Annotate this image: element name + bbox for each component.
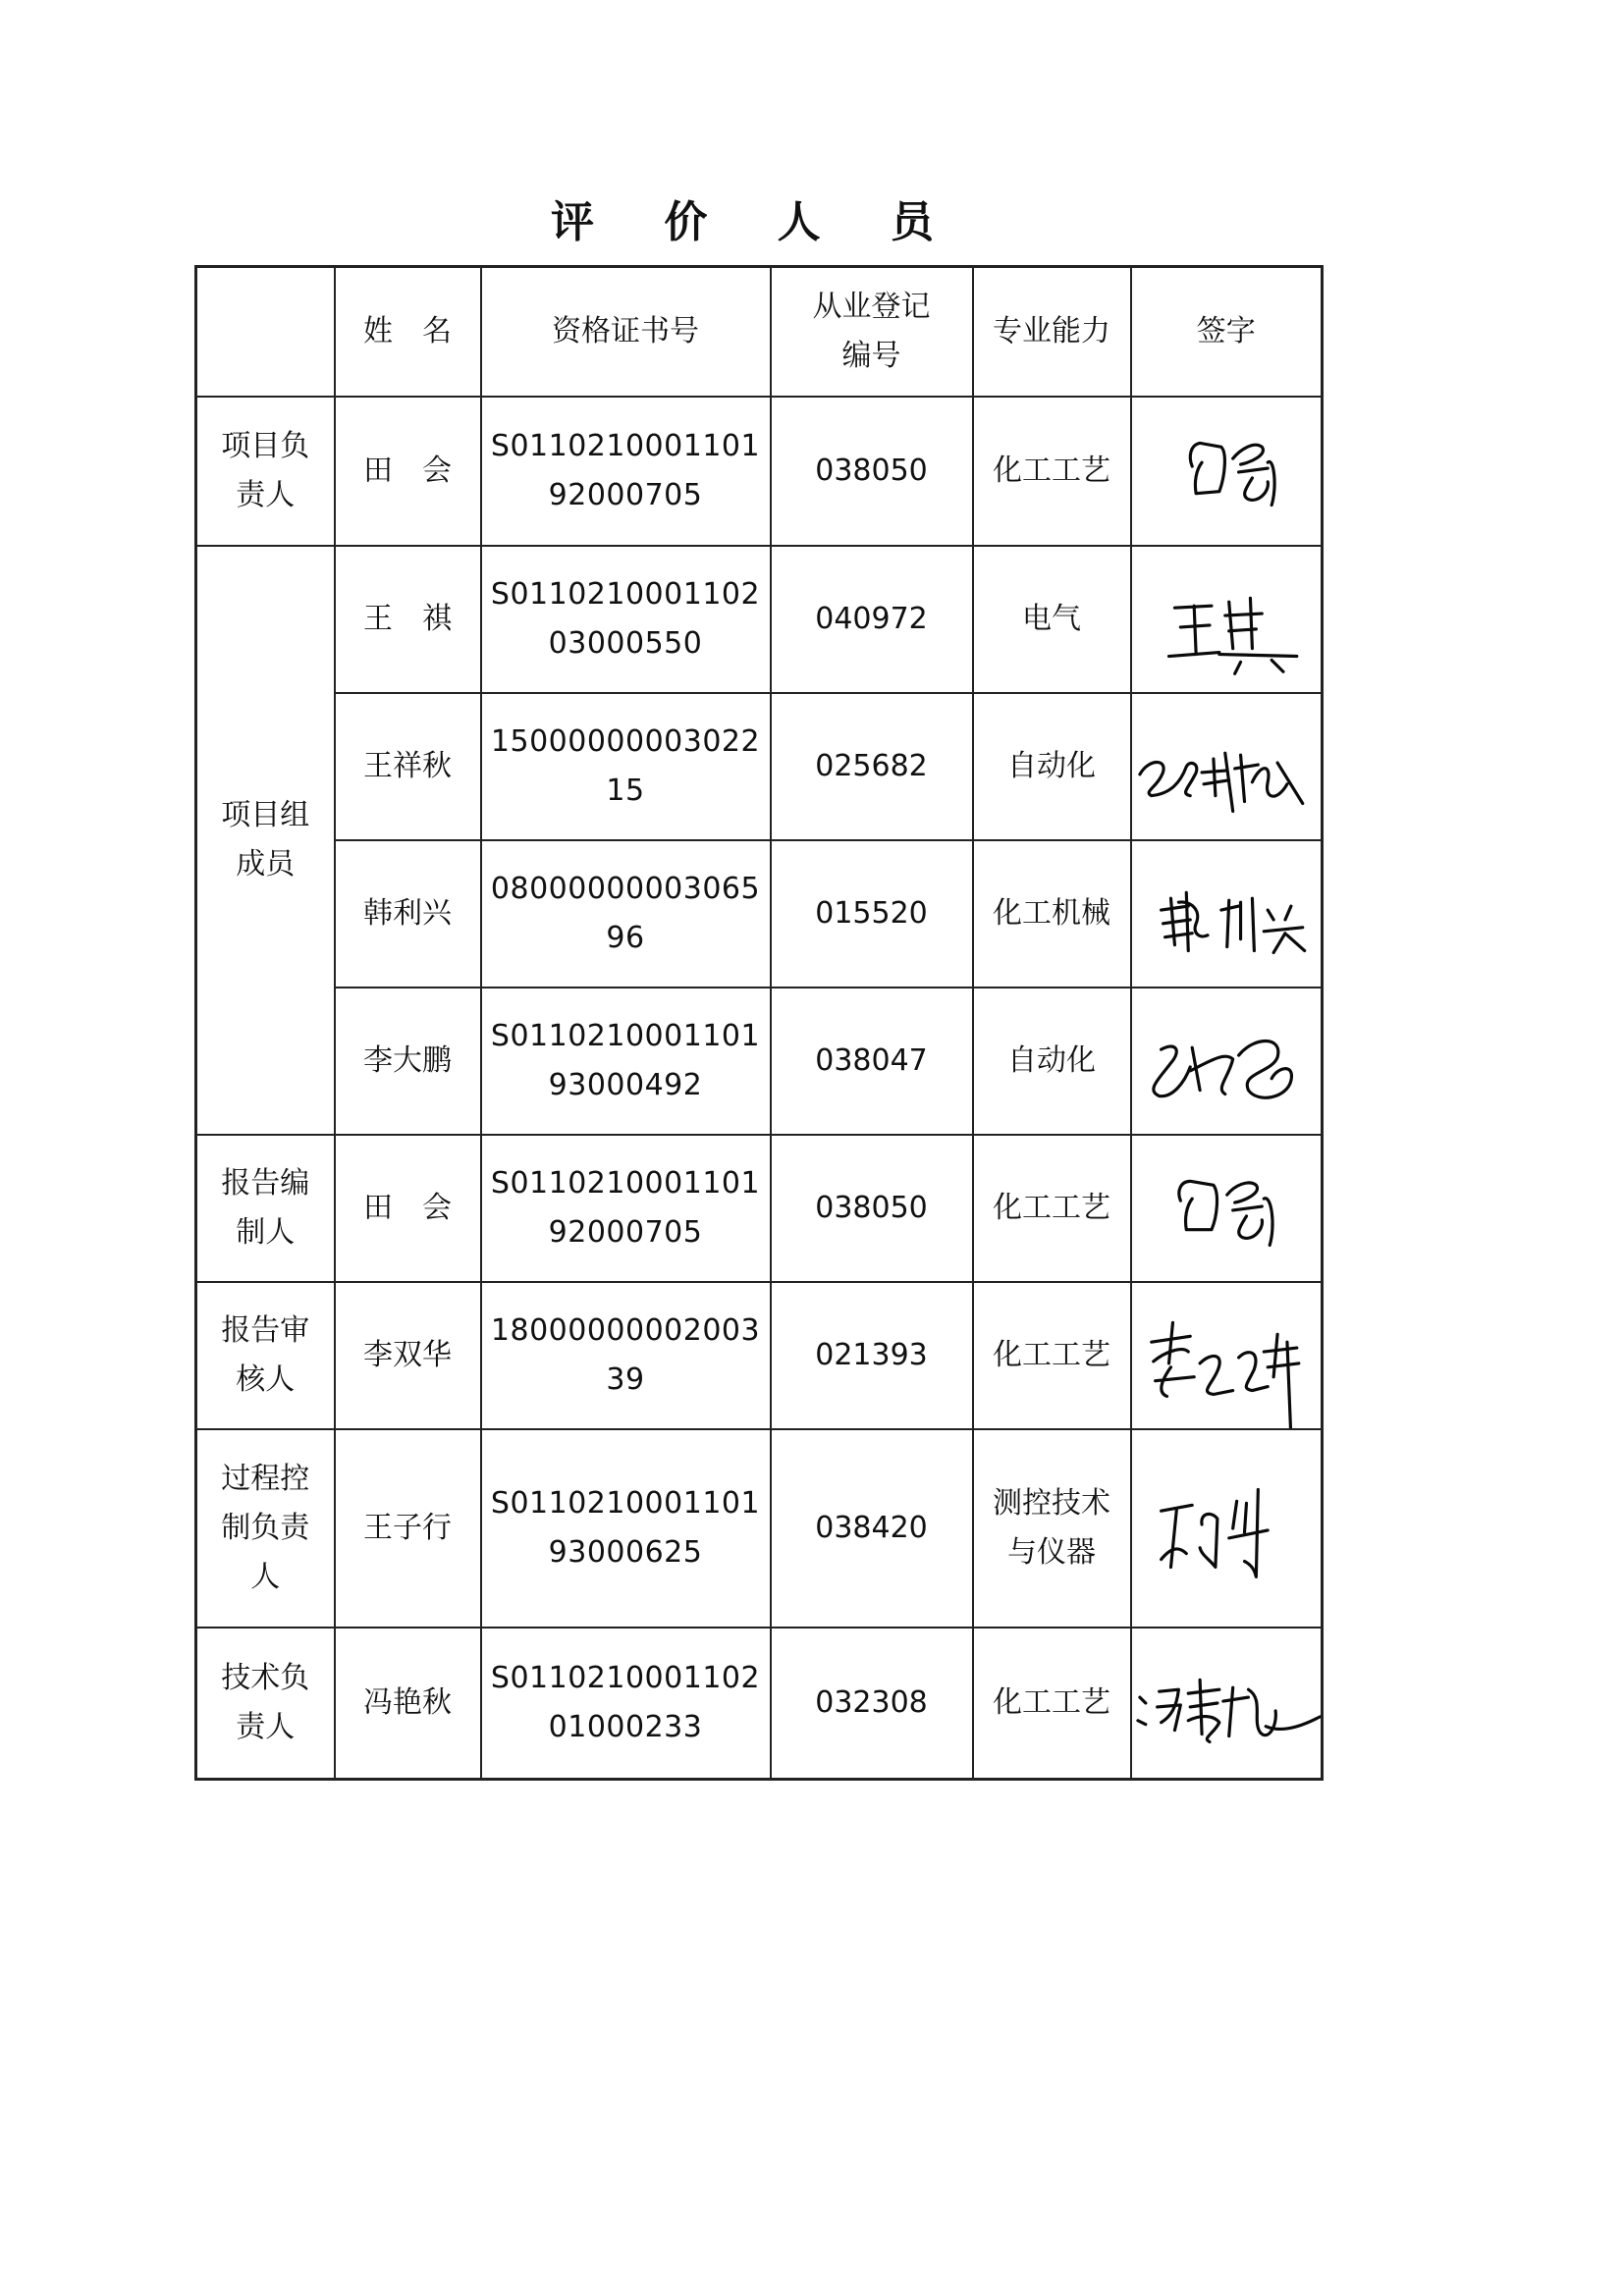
- role-cell: 项目负责人: [196, 397, 335, 546]
- skill-cell: 电气: [973, 546, 1131, 693]
- name-cell: 冯艳秋: [335, 1628, 481, 1780]
- skill-cell: 化工工艺: [973, 397, 1131, 546]
- table-row: [196, 1135, 1323, 1282]
- cert-cell: S011021000110193000492: [481, 988, 771, 1135]
- name-cell: 韩利兴: [335, 840, 481, 988]
- signature-lishuanghua: [1132, 1283, 1322, 1428]
- skill-cell: 化工工艺: [973, 1282, 1131, 1429]
- header-sign: 签字: [1131, 267, 1323, 398]
- cert-cell: S011021000110192000705: [481, 1135, 771, 1282]
- table-row: [196, 988, 1323, 1135]
- role-cell: 报告编制人: [196, 1135, 335, 1282]
- role-cell: 报告审核人: [196, 1282, 335, 1429]
- signature-hanlixing: [1132, 841, 1322, 987]
- header-reg: 从业登记编号: [771, 267, 973, 398]
- signature-wangqi: [1132, 547, 1322, 692]
- name-cell: 田 会: [335, 1135, 481, 1282]
- table-row: [196, 840, 1323, 988]
- signature-cell: [1131, 1628, 1323, 1780]
- signature-cell: [1131, 988, 1323, 1135]
- table-row: [196, 693, 1323, 840]
- skill-cell: 自动化: [973, 988, 1131, 1135]
- reg-cell: 038420: [771, 1429, 973, 1628]
- signature-tianhui: [1132, 398, 1322, 545]
- header-cert: 资格证书号: [481, 267, 771, 398]
- role-cell: 项目组成员: [196, 546, 335, 1135]
- signature-lidapeng: [1132, 988, 1322, 1134]
- cert-cell: 1500000000302215: [481, 693, 771, 840]
- page-title: 评 价 人 员: [551, 197, 961, 247]
- skill-cell: 化工工艺: [973, 1628, 1131, 1780]
- signature-cell: [1131, 840, 1323, 988]
- cert-cell: 0800000000306596: [481, 840, 771, 988]
- name-cell: 李大鹏: [335, 988, 481, 1135]
- table-row: [196, 1282, 1323, 1429]
- table-row: [196, 546, 1323, 693]
- header-skill: 专业能力: [973, 267, 1131, 398]
- skill-cell: 化工机械: [973, 840, 1131, 988]
- role-cell: 技术负责人: [196, 1628, 335, 1780]
- cert-cell: S011021000110192000705: [481, 397, 771, 546]
- cert-cell: 1800000000200339: [481, 1282, 771, 1429]
- signature-wangzixing: [1132, 1430, 1322, 1627]
- table-row: [196, 1429, 1323, 1628]
- signature-cell: [1131, 1282, 1323, 1429]
- reg-cell: 021393: [771, 1282, 973, 1429]
- evaluator-table: [194, 265, 1324, 1781]
- name-cell: 王祥秋: [335, 693, 481, 840]
- reg-cell: 025682: [771, 693, 973, 840]
- signature-cell: [1131, 397, 1323, 546]
- reg-cell: 038047: [771, 988, 973, 1135]
- cert-cell: S011021000110201000233: [481, 1628, 771, 1780]
- signature-wangxiangqiu: [1132, 694, 1322, 839]
- table-row: [196, 397, 1323, 546]
- signature-tianhui-2: [1132, 1136, 1322, 1281]
- signature-cell: [1131, 1135, 1323, 1282]
- signature-cell: [1131, 693, 1323, 840]
- header-name: 姓 名: [335, 267, 481, 398]
- signature-cell: [1131, 1429, 1323, 1628]
- reg-cell: 015520: [771, 840, 973, 988]
- role-cell: 过程控制负责人: [196, 1429, 335, 1628]
- reg-cell: 038050: [771, 397, 973, 546]
- name-cell: 田 会: [335, 397, 481, 546]
- skill-cell: 化工工艺: [973, 1135, 1131, 1282]
- name-cell: 李双华: [335, 1282, 481, 1429]
- cert-cell: S011021000110193000625: [481, 1429, 771, 1628]
- cert-cell: S011021000110203000550: [481, 546, 771, 693]
- header-row: [196, 267, 1323, 398]
- reg-cell: 032308: [771, 1628, 973, 1780]
- name-cell: 王子行: [335, 1429, 481, 1628]
- header-role: [196, 267, 335, 398]
- signature-cell: [1131, 546, 1323, 693]
- name-cell: 王 祺: [335, 546, 481, 693]
- signature-fengyanqiu: [1132, 1629, 1322, 1778]
- reg-cell: 038050: [771, 1135, 973, 1282]
- skill-cell: 自动化: [973, 693, 1131, 840]
- reg-cell: 040972: [771, 546, 973, 693]
- table-row: [196, 1628, 1323, 1780]
- skill-cell: 测控技术与仪器: [973, 1429, 1131, 1628]
